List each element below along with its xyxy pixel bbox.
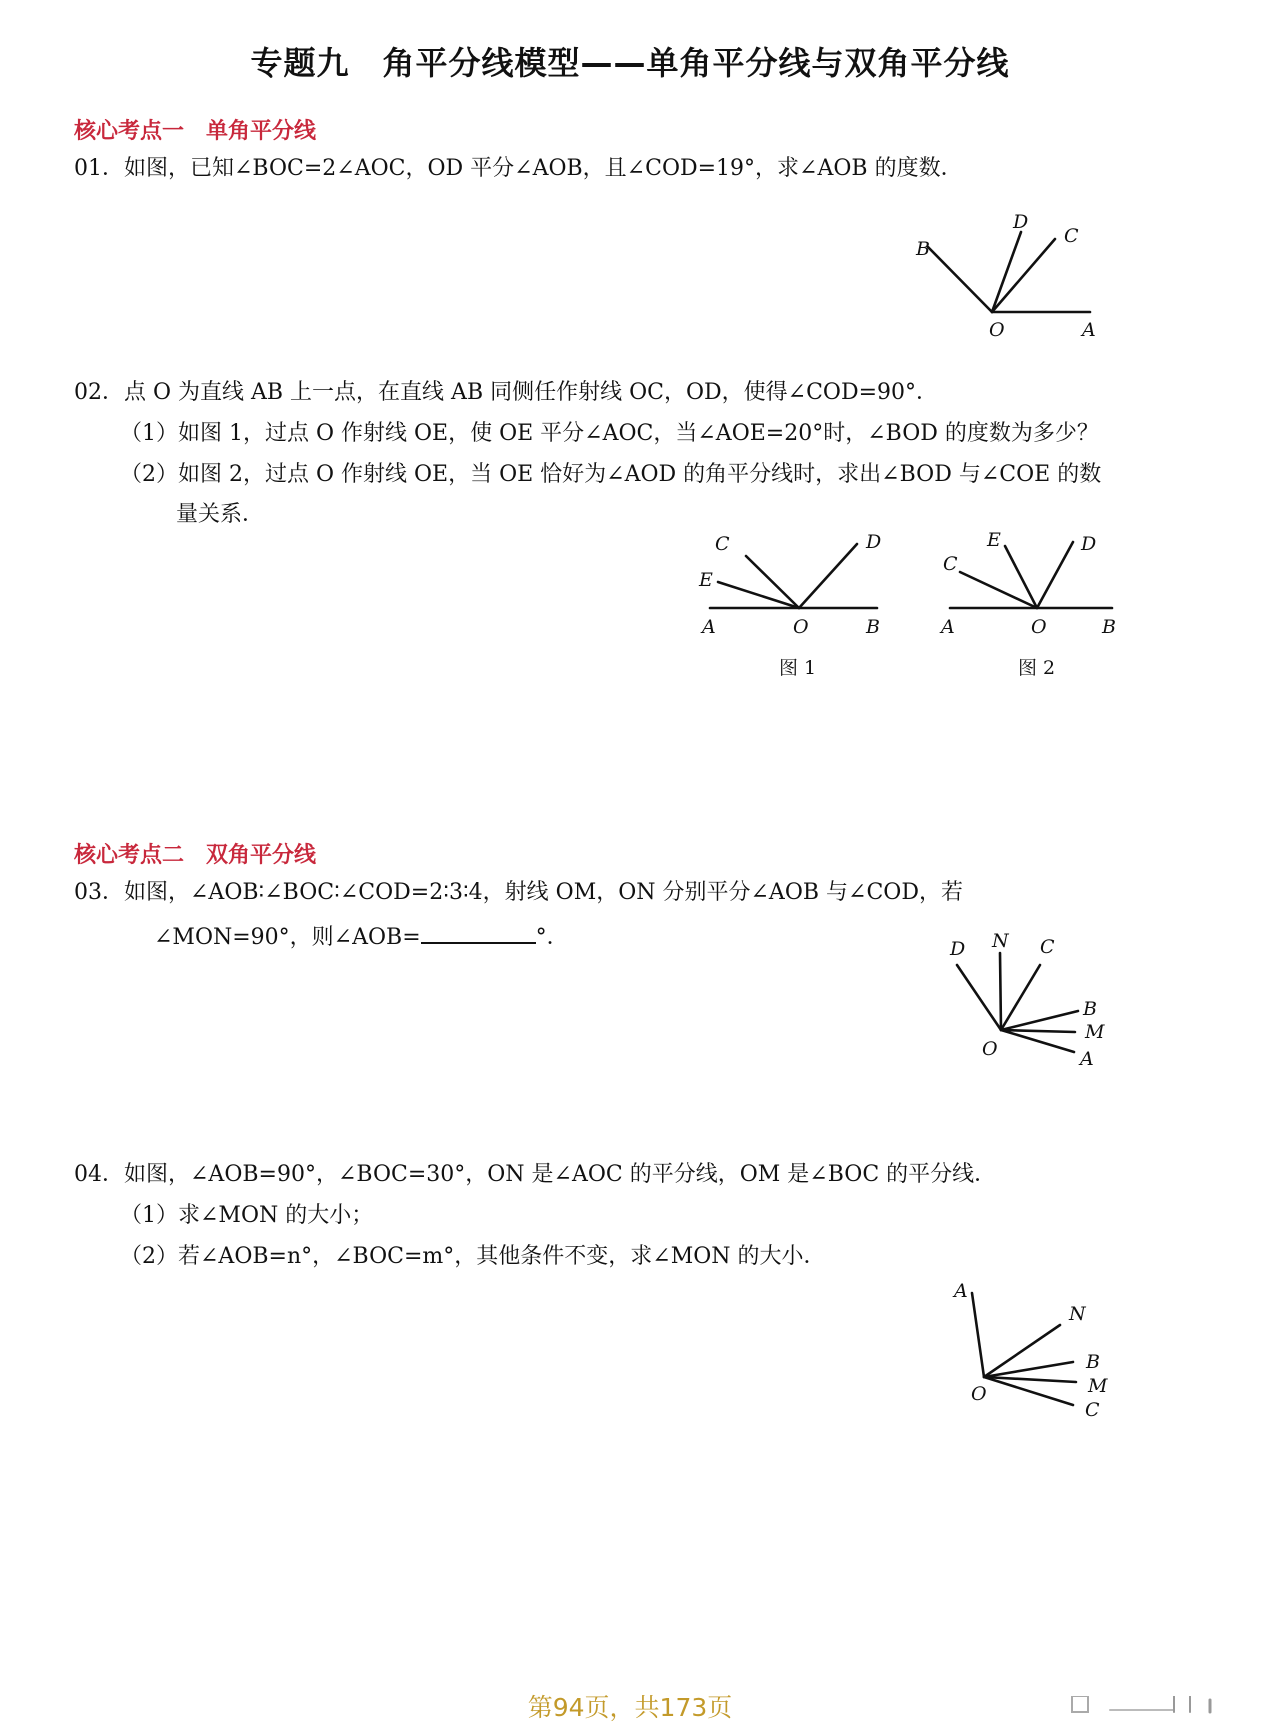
fig-label: O <box>1031 616 1047 638</box>
fig-label: M <box>1085 1021 1105 1043</box>
fig-label: C <box>943 553 958 575</box>
fig-label: A <box>702 616 716 638</box>
fig-label: B <box>1086 1351 1100 1373</box>
question-02-part-2-cont: 量关系． <box>176 502 265 527</box>
fig-label: A <box>1082 319 1096 341</box>
answer-blank[interactable] <box>421 920 536 944</box>
fig-label: M <box>1088 1375 1108 1397</box>
question-04: 04．如图，∠AOB=90°，∠BOC=30°，ON 是∠AOC 的平分线，OM 是∠BOC 的平分线． <box>74 1162 997 1187</box>
question-02: 02．点 O 为直线 AB 上一点，在直线 AB 同侧任作射线 OC，OD，使得∠COD=90°． <box>74 380 939 405</box>
fig-label: E <box>987 529 1001 551</box>
question-03-unit: °． <box>535 925 569 950</box>
figure-caption-1: 图 1 <box>779 657 817 679</box>
page-title: 专题九 角平分线模型——单角平分线与双角平分线 <box>250 44 1010 82</box>
fig-label: D <box>1013 211 1029 233</box>
fig-label: C <box>1085 1399 1100 1421</box>
question-03: 03．如图，∠AOB∶∠BOC∶∠COD=2∶3∶4，射线 OM，ON 分别平分∠AOB 与∠COD，若 <box>74 880 963 905</box>
fig-label: O <box>982 1038 998 1060</box>
question-01: 01．如图，已知∠BOC=2∠AOC，OD 平分∠AOB，且∠COD=19°，求∠AOB 的度数． <box>74 156 963 181</box>
fig-label: D <box>950 938 966 960</box>
fig-label: B <box>916 238 930 260</box>
fig-label: O <box>989 319 1005 341</box>
figure-q04 <box>940 1275 1120 1435</box>
fig-label: D <box>866 531 882 553</box>
fig-label: B <box>1102 616 1116 638</box>
fig-label: C <box>1064 225 1079 247</box>
question-02-part-1: （1）如图 1，过点 O 作射线 OE，使 OE 平分∠AOC，当∠AOE=20°时，∠BOD 的度数为多少？ <box>120 421 1099 446</box>
fig-label: N <box>992 930 1009 952</box>
corner-marks-icon <box>1070 1696 1220 1714</box>
fig-label: C <box>715 533 730 555</box>
fig-label: A <box>941 616 955 638</box>
section-heading-2: 核心考点二 双角平分线 <box>74 843 317 868</box>
fig-label: E <box>699 569 713 591</box>
fig-label: A <box>1080 1048 1094 1070</box>
question-03-text: ∠MON=90°，则∠AOB= <box>154 925 421 950</box>
section-heading-1: 核心考点一 单角平分线 <box>74 119 317 144</box>
figure-caption-2: 图 2 <box>1018 657 1056 679</box>
fig-label: B <box>1083 998 1097 1020</box>
fig-label: O <box>793 616 809 638</box>
question-03-line-2 <box>154 920 569 953</box>
question-04-part-2: （2）若∠AOB=n°，∠BOC=m°，其他条件不变，求∠MON 的大小． <box>120 1244 826 1269</box>
question-04-part-1: （1）求∠MON 的大小； <box>120 1203 374 1228</box>
fig-label: C <box>1040 936 1055 958</box>
figure-q03 <box>940 925 1120 1075</box>
fig-label: A <box>954 1280 968 1302</box>
fig-label: O <box>971 1383 987 1405</box>
page-number: 第94页，共173页 <box>527 1693 733 1722</box>
fig-label: D <box>1081 533 1097 555</box>
fig-label: N <box>1069 1303 1086 1325</box>
figure-q01 <box>900 205 1120 345</box>
question-02-part-2: （2）如图 2，过点 O 作射线 OE，当 OE 恰好为∠AOD 的角平分线时，求出∠BOD 与∠COE 的数 <box>120 462 1102 487</box>
fig-label: B <box>866 616 880 638</box>
